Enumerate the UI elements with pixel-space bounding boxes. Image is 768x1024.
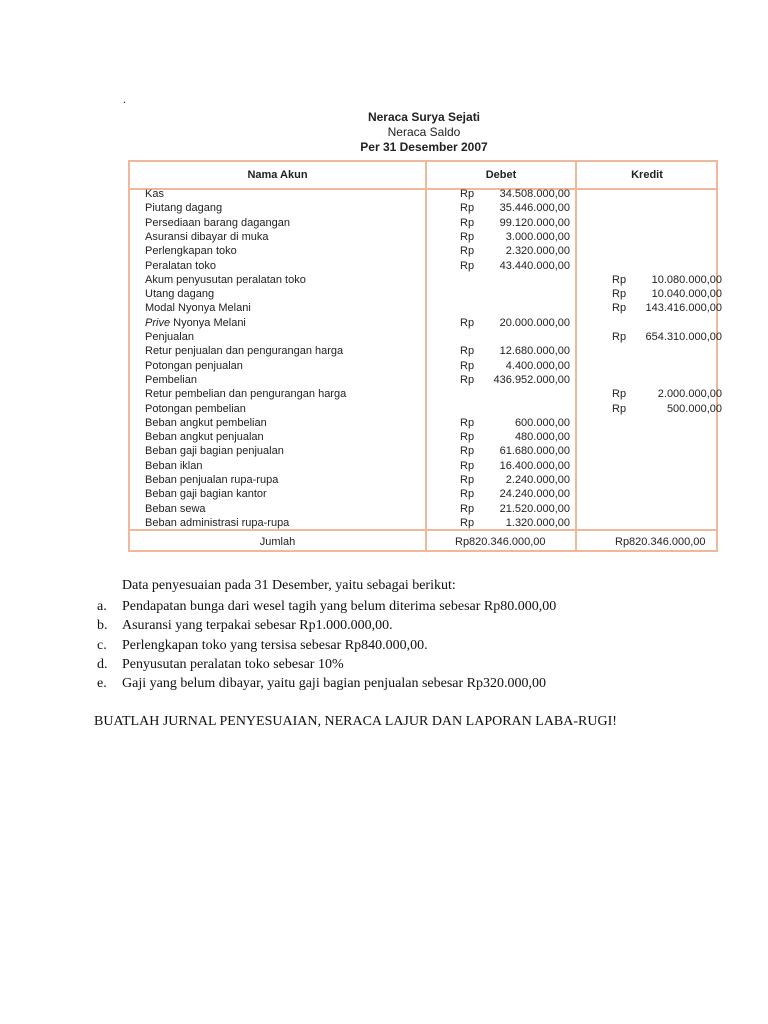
account-name: Beban gaji bagian penjualan [145, 445, 284, 458]
company-title: Neraca Surya Sejati [367, 110, 481, 124]
debet-amount [460, 516, 570, 530]
currency: Rp [460, 373, 475, 386]
table-row [130, 287, 722, 301]
currency: Rp [460, 474, 475, 486]
account-name: Beban iklan [145, 459, 203, 472]
debet-value: 61.680.000,00 [499, 445, 570, 458]
account-name: Asuransi dibayar di muka [145, 230, 269, 243]
currency: Rp [460, 188, 475, 200]
currency: Rp [612, 331, 627, 343]
account-name: Beban gaji bagian kantor [145, 488, 267, 501]
kredit-amount [612, 287, 722, 301]
table-row [130, 316, 716, 330]
account-name: Perlengkapan toko [145, 245, 237, 258]
item-label: a. [97, 599, 107, 614]
debet-amount [460, 459, 570, 473]
table-row [130, 459, 716, 473]
debet-value: 12.680.000,00 [499, 345, 570, 358]
debet-value: 24.240.000,00 [499, 488, 570, 501]
table-row [130, 487, 716, 501]
kredit-amount [612, 402, 722, 416]
table-row [130, 359, 716, 373]
currency: Rp [460, 431, 475, 444]
table-row [130, 201, 716, 215]
table-row [130, 402, 722, 416]
currency: Rp [460, 202, 475, 215]
debet-value: 16.400.000,00 [499, 459, 570, 472]
currency: Rp [460, 459, 475, 472]
debet-value: 1.320.000,00 [505, 516, 570, 529]
table-row [130, 344, 716, 358]
table-row [130, 502, 716, 516]
currency: Rp [612, 302, 627, 315]
account-name: Prive Nyonya Melani [145, 316, 246, 329]
table-row [130, 430, 716, 444]
table-row [130, 416, 716, 430]
account-name: Beban angkut penjualan [145, 431, 264, 444]
currency: Rp [460, 416, 475, 429]
instruction: BUATLAH JURNAL PENYESUAIAN, NERACA LAJUR DAN LAPORAN LABA-RUGI! [94, 714, 617, 729]
account-name: Modal Nyonya Melani [145, 302, 251, 315]
currency: Rp [460, 245, 475, 258]
table-row [130, 216, 716, 230]
table-row [130, 187, 716, 201]
table-row [130, 444, 716, 458]
account-name: Retur pembelian dan pengurangan harga [145, 388, 347, 401]
debet-amount [460, 473, 570, 487]
debet-amount [460, 187, 570, 201]
debet-value: 3.000.000,00 [505, 230, 570, 243]
debet-value: 600.000,00 [514, 416, 570, 429]
adjustment-item: Gaji yang belum dibayar, yaitu gaji bagian penjualan sebesar Rp320.000,00 [122, 676, 546, 692]
total-kredit: Rp820.346.000,00 [615, 536, 706, 548]
kredit-value: 500.000,00 [666, 402, 722, 415]
account-name: Penjualan [145, 331, 194, 343]
total-debet: Rp820.346.000,00 [455, 536, 546, 548]
currency: Rp [612, 288, 627, 301]
account-name: Beban angkut pembelian [145, 416, 267, 429]
debet-value: 99.120.000,00 [499, 216, 570, 229]
marker: . [123, 92, 126, 106]
table-row [130, 244, 716, 258]
debet-amount [460, 502, 570, 516]
currency: Rp [460, 516, 475, 529]
kredit-value: 143.416.000,00 [645, 302, 722, 315]
table-row [130, 516, 716, 530]
kredit-amount [612, 301, 722, 315]
currency: Rp [460, 316, 475, 329]
kredit-amount [612, 387, 722, 401]
adjustment-item: Asuransi yang terpakai sebesar Rp1.000.000,00. [122, 618, 393, 634]
debet-value: 21.520.000,00 [499, 502, 570, 515]
kredit-value: 654.310.000,00 [645, 331, 722, 343]
account-name: Potongan pembelian [145, 402, 246, 415]
debet-amount [460, 487, 570, 501]
adjustment-item: Perlengkapan toko yang tersisa sebesar Rp840.000,00. [122, 637, 428, 653]
account-name-italic: Prive [145, 316, 171, 329]
header-kredit: Kredit [631, 169, 663, 181]
table-row [130, 473, 716, 487]
debet-value: 35.446.000,00 [499, 202, 570, 215]
debet-amount [460, 259, 570, 273]
currency: Rp [612, 388, 627, 401]
account-name: Beban sewa [145, 502, 206, 515]
total-label: Jumlah [259, 536, 296, 548]
debet-value: 2.320.000,00 [505, 245, 570, 258]
account-name: Retur penjualan dan pengurangan harga [145, 345, 344, 358]
currency: Rp [612, 273, 627, 286]
account-name: Utang dagang [145, 288, 215, 301]
debet-amount [460, 373, 570, 387]
account-name: Akum penyusutan peralatan toko [145, 273, 306, 286]
debet-value: 480.000,00 [514, 431, 570, 444]
debet-amount [460, 201, 570, 215]
debet-value: 436.952.000,00 [493, 373, 570, 386]
adjustment-intro: Data penyesuaian pada 31 Desember, yaitu sebagai berikut: [122, 578, 456, 593]
table-row [130, 330, 722, 344]
header-debet: Debet [485, 169, 517, 181]
kredit-value: 2.000.000,00 [657, 388, 722, 401]
currency: Rp [460, 359, 475, 372]
kredit-value: 10.080.000,00 [651, 273, 722, 286]
trial-balance-table [128, 160, 722, 552]
account-name: Potongan penjualan [145, 359, 243, 372]
debet-amount [460, 316, 570, 330]
table-row [130, 259, 716, 273]
item-label: c. [97, 637, 107, 653]
table-row [130, 273, 722, 287]
debet-value: 2.240.000,00 [505, 474, 570, 486]
adjustment-item: Pendapatan bunga dari wesel tagih yang belum diterima sebesar Rp80.000,00 [122, 599, 557, 614]
account-name: Piutang dagang [145, 202, 223, 215]
debet-amount [460, 444, 570, 458]
table-row [130, 387, 722, 401]
account-name: Beban administrasi rupa-rupa [145, 516, 290, 529]
debet-value: 43.440.000,00 [499, 259, 570, 272]
table-row [130, 301, 722, 315]
item-label: e. [97, 676, 107, 692]
currency: Rp [460, 230, 475, 243]
kredit-amount [612, 273, 722, 287]
debet-amount [460, 230, 570, 244]
debet-amount [460, 359, 570, 373]
debet-value: 34.508.000,00 [499, 188, 570, 200]
report-title: Neraca Saldo [387, 125, 461, 139]
header-nama-akun: Nama Akun [247, 169, 308, 181]
account-name: Beban penjualan rupa-rupa [145, 474, 279, 486]
currency: Rp [612, 402, 627, 415]
debet-amount [460, 430, 570, 444]
debet-amount [460, 244, 570, 258]
adjustment-item: Penyusutan peralatan toko sebesar 10% [122, 656, 344, 672]
currency: Rp [460, 445, 475, 458]
debet-value: 4.400.000,00 [505, 359, 570, 372]
kredit-value: 10.040.000,00 [651, 288, 722, 301]
account-name: Peralatan toko [145, 259, 216, 272]
currency: Rp [460, 502, 475, 515]
account-name: Persediaan barang dagangan [145, 216, 290, 229]
item-label: d. [97, 656, 108, 672]
debet-amount [460, 216, 570, 230]
table-row [130, 230, 716, 244]
item-label: b. [97, 618, 108, 634]
account-name: Kas [145, 188, 164, 200]
debet-value: 20.000.000,00 [499, 316, 570, 329]
currency: Rp [460, 345, 475, 358]
kredit-amount [612, 330, 722, 344]
currency: Rp [460, 216, 475, 229]
table-row [130, 373, 716, 387]
currency: Rp [460, 259, 475, 272]
report-date: Per 31 Desember 2007 [360, 140, 488, 154]
debet-amount [460, 416, 570, 430]
account-name: Pembelian [145, 373, 197, 386]
currency: Rp [460, 488, 475, 501]
debet-amount [460, 344, 570, 358]
